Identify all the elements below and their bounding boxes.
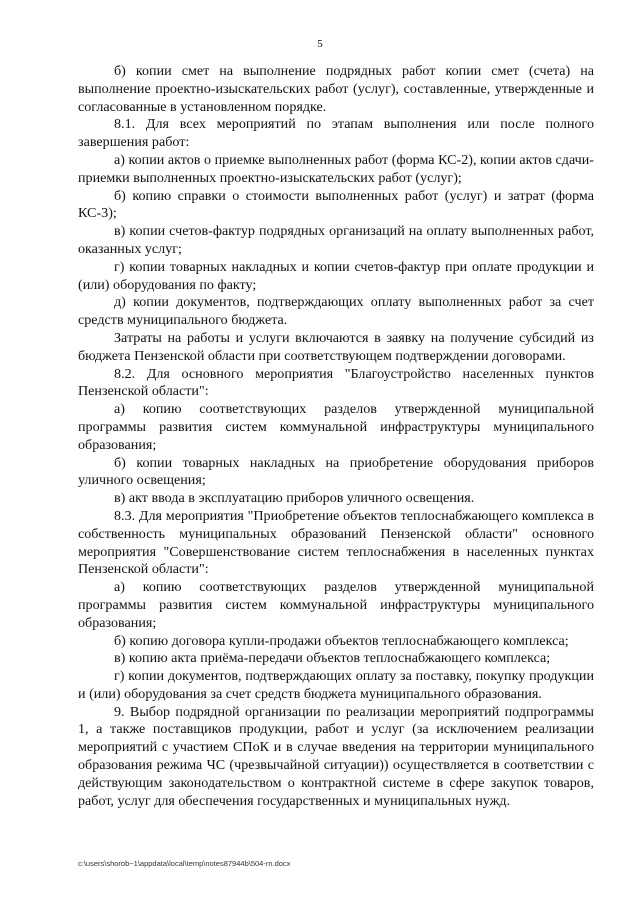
paragraph-8-3-g: г) копии документов, подтверждающих оплату за поставку, покупку продукции и (или) оборудования за счет средств бюджета муниципального образования. xyxy=(78,668,594,702)
footer-file-path: c:\users\shorob~1\appdata\local\temp\notes87944b\504-rn.docx xyxy=(78,859,291,868)
paragraph-costs: Затраты на работы и услуги включаются в заявку на получение субсидий из бюджета Пензенской области при соответствующем подтверждении договорами. xyxy=(78,329,594,364)
paragraph-8-3-v: в) копию акта приёма-передачи объектов теплоснабжающего комплекса; xyxy=(114,650,551,667)
paragraph-8-1: 8.1. Для всех мероприятий по этапам выполнения или после полного завершения работ: xyxy=(78,116,594,151)
page-number: 5 xyxy=(317,38,323,50)
paragraph-8-2-a: а) копию соответствующих разделов утвержденной муниципальной программы развития систем коммунальной инфраструктуры муниципального образования; xyxy=(78,401,594,453)
paragraph-8-2-v: в) акт ввода в эксплуатацию приборов уличного освещения. xyxy=(114,490,475,507)
document-body xyxy=(78,63,594,810)
paragraph-8-2: 8.2. Для основного мероприятия "Благоустройство населенных пунктов Пензенской области": xyxy=(78,365,594,400)
paragraph-b-estimates: б) копии смет на выполнение подрядных работ копии смет (счета) на выполнение проектно-изыскательских работ (услуг), составленные, утвержденные и согласованные в установленном порядке. xyxy=(78,63,594,115)
paragraph-8-1-d: д) копии документов, подтверждающих оплату выполненных работ за счет средств муниципального бюджета. xyxy=(78,294,594,329)
paragraph-8-1-v: в) копии счетов-фактур подрядных организаций на оплату выполненных работ, оказанных услуг; xyxy=(78,223,594,257)
paragraph-8-3: 8.3. Для мероприятия "Приобретение объектов теплоснабжающего комплекса в собственность муниципальных образований Пензенской области" основного мероприятия "Совершенствование систем теплоснабжения в населенных пунктах Пензенской области": xyxy=(78,507,594,578)
paragraph-8-1-b: б) копию справки о стоимости выполненных работ (услуг) и затрат (форма КС-3); xyxy=(78,187,594,222)
paragraph-8-3-a: а) копию соответствующих разделов утвержденной муниципальной программы развития систем коммунальной инфраструктуры муниципального образования; xyxy=(78,579,594,631)
paragraph-8-3-b: б) копию договора купли-продажи объектов теплоснабжающего комплекса; xyxy=(114,632,569,649)
paragraph-8-2-b: б) копии товарных накладных на приобретение оборудования приборов уличного освещения; xyxy=(78,454,594,489)
paragraph-8-1-g: г) копии товарных накладных и копии счетов-фактур при оплате продукции и (или) оборудования по факту; xyxy=(78,258,594,293)
paragraph-8-1-a: а) копии актов о приемке выполненных работ (форма КС-2), копии актов сдачи-приемки выполненных проектно-изыскательских работ (услуг); xyxy=(78,151,594,186)
paragraph-9: 9. Выбор подрядной организации по реализации мероприятий подпрограммы 1, а также поставщиков продукции, работ и услуг (за исключением реализации мероприятий с участием СПоК и в случае введения на территории муниципального образования режима ЧС (чрезвычайной ситуации)) осуществляется в соответствии с действующим законодательством о контрактной системе в сфере закупок товаров, работ, услуг для обеспечения государственных и муниципальных нужд. xyxy=(78,703,594,809)
